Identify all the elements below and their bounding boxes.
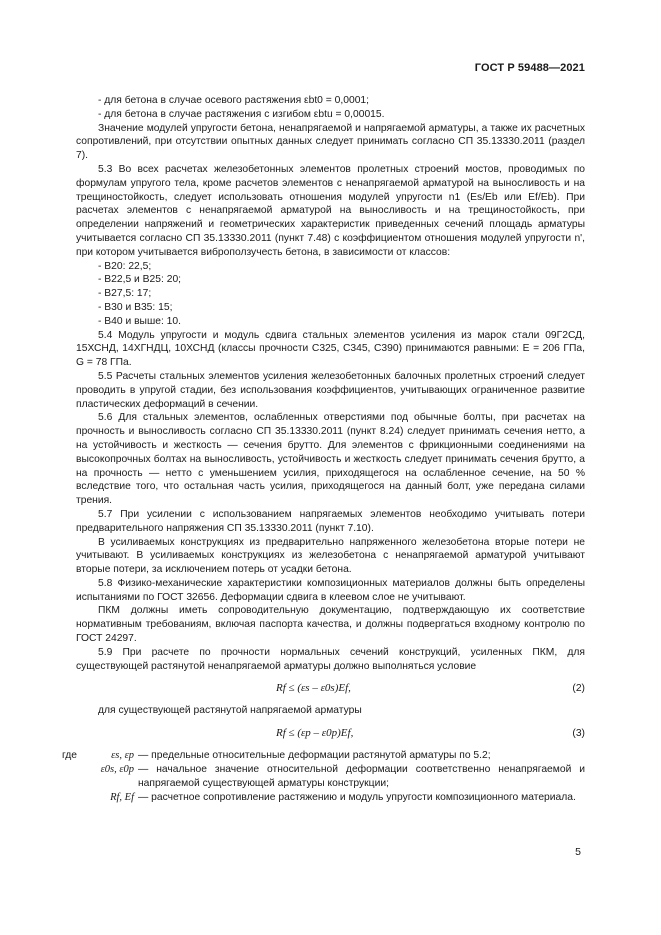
formula-2-number: (2) xyxy=(572,683,585,695)
where-desc-rf-ef: — расчетное сопротивление растяжению и модуль упругости композиционного материала. xyxy=(138,791,576,803)
paragraph-5-8-cont: ПКМ должны иметь сопроводительную документацию, подтверждающую их соответствие нормативным требованиям, включая паспорта качества, и должны подвергаться входному контролю по ГОСТ 24297. xyxy=(76,605,585,645)
where-row-eps0 xyxy=(76,763,585,791)
where-symbol-eps0: ε0s, ε0p xyxy=(100,764,134,776)
class-item-b30-b35: - В30 и В35: 15; xyxy=(98,301,173,313)
where-symbol-eps: εs, εp xyxy=(111,750,134,762)
formula-3-number: (3) xyxy=(572,728,585,740)
where-desc-eps: — предельные относительные деформации растянутой арматуры по 5.2; xyxy=(138,750,491,762)
list-item-btu: - для бетона в случае растяжения с изгибом εbtu = 0,00015. xyxy=(98,108,385,120)
paragraph-5-3: 5.3 Во всех расчетах железобетонных элементов пролетных строений мостов, проводимых по формулам упругого тела, кроме расчетов элементов с ненапрягаемой арматурой на выносливость и на трещиностойкость, следует использовать отношения модулей упругости n1 (Es/Eb или Ef/Eb). При расчетах элементов с ненапрягаемой арматурой на выносливость и на трещиностойкость, при определении напряжений и геометрических характеристик приведенных сечений площадь арматуры учитывается согласно СП 35.13330.2011 (пункт 7.48) с коэффициентом отношения модулей упругости n', при котором учитывается виброползучесть бетона, в зависимости от классов: xyxy=(76,163,585,258)
class-item-b40: - В40 и выше: 10. xyxy=(98,315,181,327)
formula-2 xyxy=(76,679,585,698)
page-number: 5 xyxy=(575,846,581,858)
paragraph-5-4: 5.4 Модуль упругости и модуль сдвига стальных элементов усиления из марок стали 09Г2СД, 15ХСНД, 14ХГНДЦ, 10ХСНД (классы прочности С325, С345, С390) принимаются равными: E = 206 ГПа, G = 78 ГПа. xyxy=(76,329,585,369)
class-item-b22-b25: - В22,5 и В25: 20; xyxy=(98,274,182,286)
page-body xyxy=(62,94,585,804)
where-list xyxy=(62,749,585,804)
paragraph-5-8: 5.8 Физико-механические характеристики композиционных материалов должны быть определены испытаниями по ГОСТ 32656. Деформации сдвига в клеевом слое не учитывают. xyxy=(76,577,585,603)
paragraph-moduli: Значение модулей упругости бетона, ненапрягаемой и напрягаемой арматуры, а также их расчетных сопротивлений, при отсутствии опытных данных следует принимать согласно СП 35.13330.2011 (раздел 7). xyxy=(76,122,585,162)
paragraph-5-7-cont: В усиливаемых конструкциях из предварительно напряженного железобетона вторые потери не учитывают. В усиливаемых конструкциях из железобетона с ненапрягаемой арматурой учитывают вторые потери, за исключением потерь от усадки бетона. xyxy=(76,536,585,576)
paragraph-5-7: 5.7 При усилении с использованием напрягаемых элементов необходимо учитывать потери предварительного напряжения СП 35.13330.2011 (пункт 7.10). xyxy=(76,508,585,534)
formula-3-expression: Rf ≤ (εp – ε0p)Ef, xyxy=(276,727,354,740)
paragraph-5-9: 5.9 При расчете по прочности нормальных сечений конструкций, усиленных ПКМ, для существующей растянутой ненапрягаемой арматуры должно выполняться условие xyxy=(76,646,585,672)
formula-3 xyxy=(76,724,585,743)
where-desc-eps0: — начальное значение относительной деформации соответственно ненапрягаемой и напрягаемой существующей арматуры конструкции; xyxy=(138,764,585,789)
class-item-b20: - В20: 22,5; xyxy=(98,260,152,272)
paragraph-prestressed: для существующей растянутой напрягаемой арматуры xyxy=(98,705,362,717)
where-row-eps xyxy=(62,749,585,763)
where-row-rf-ef xyxy=(76,791,585,805)
paragraph-5-5: 5.5 Расчеты стальных элементов усиления железобетонных балочных пролетных строений следует проводить в упругой стадии, без использования коэффициентов, учитывающих ограниченное развитие пластических деформаций в сечении. xyxy=(76,370,585,410)
list-item-bt0: - для бетона в случае осевого растяжения εbt0 = 0,0001; xyxy=(98,95,370,106)
paragraph-5-6: 5.6 Для стальных элементов, ослабленных отверстиями под обычные болты, при расчетах на прочность и выносливость согласно СП 35.13330.2011 (пункт 8.24) следует принимать сечения нетто, а на устойчивость и жесткость — сечения брутто. Для элементов с фрикционными соединениями на высокопрочных болтах на выносливость, устойчивость и жесткость следует принимать сечения брутто, а на прочность — нетто с уменьшением усилия, приходящегося на ослабленное сечение, на 50 % вследствие того, что остальная часть усилия, приходящегося на данный болт, уже передана силами трения. xyxy=(76,412,585,507)
where-symbol-rf-ef: Rf, Ef xyxy=(110,791,134,803)
class-item-b27: - В27,5: 17; xyxy=(98,288,152,300)
formula-2-expression: Rf ≤ (εs – ε0s)Ef, xyxy=(276,682,351,695)
document-code: ГОСТ Р 59488—2021 xyxy=(474,62,585,74)
where-prefix: где xyxy=(62,750,78,762)
